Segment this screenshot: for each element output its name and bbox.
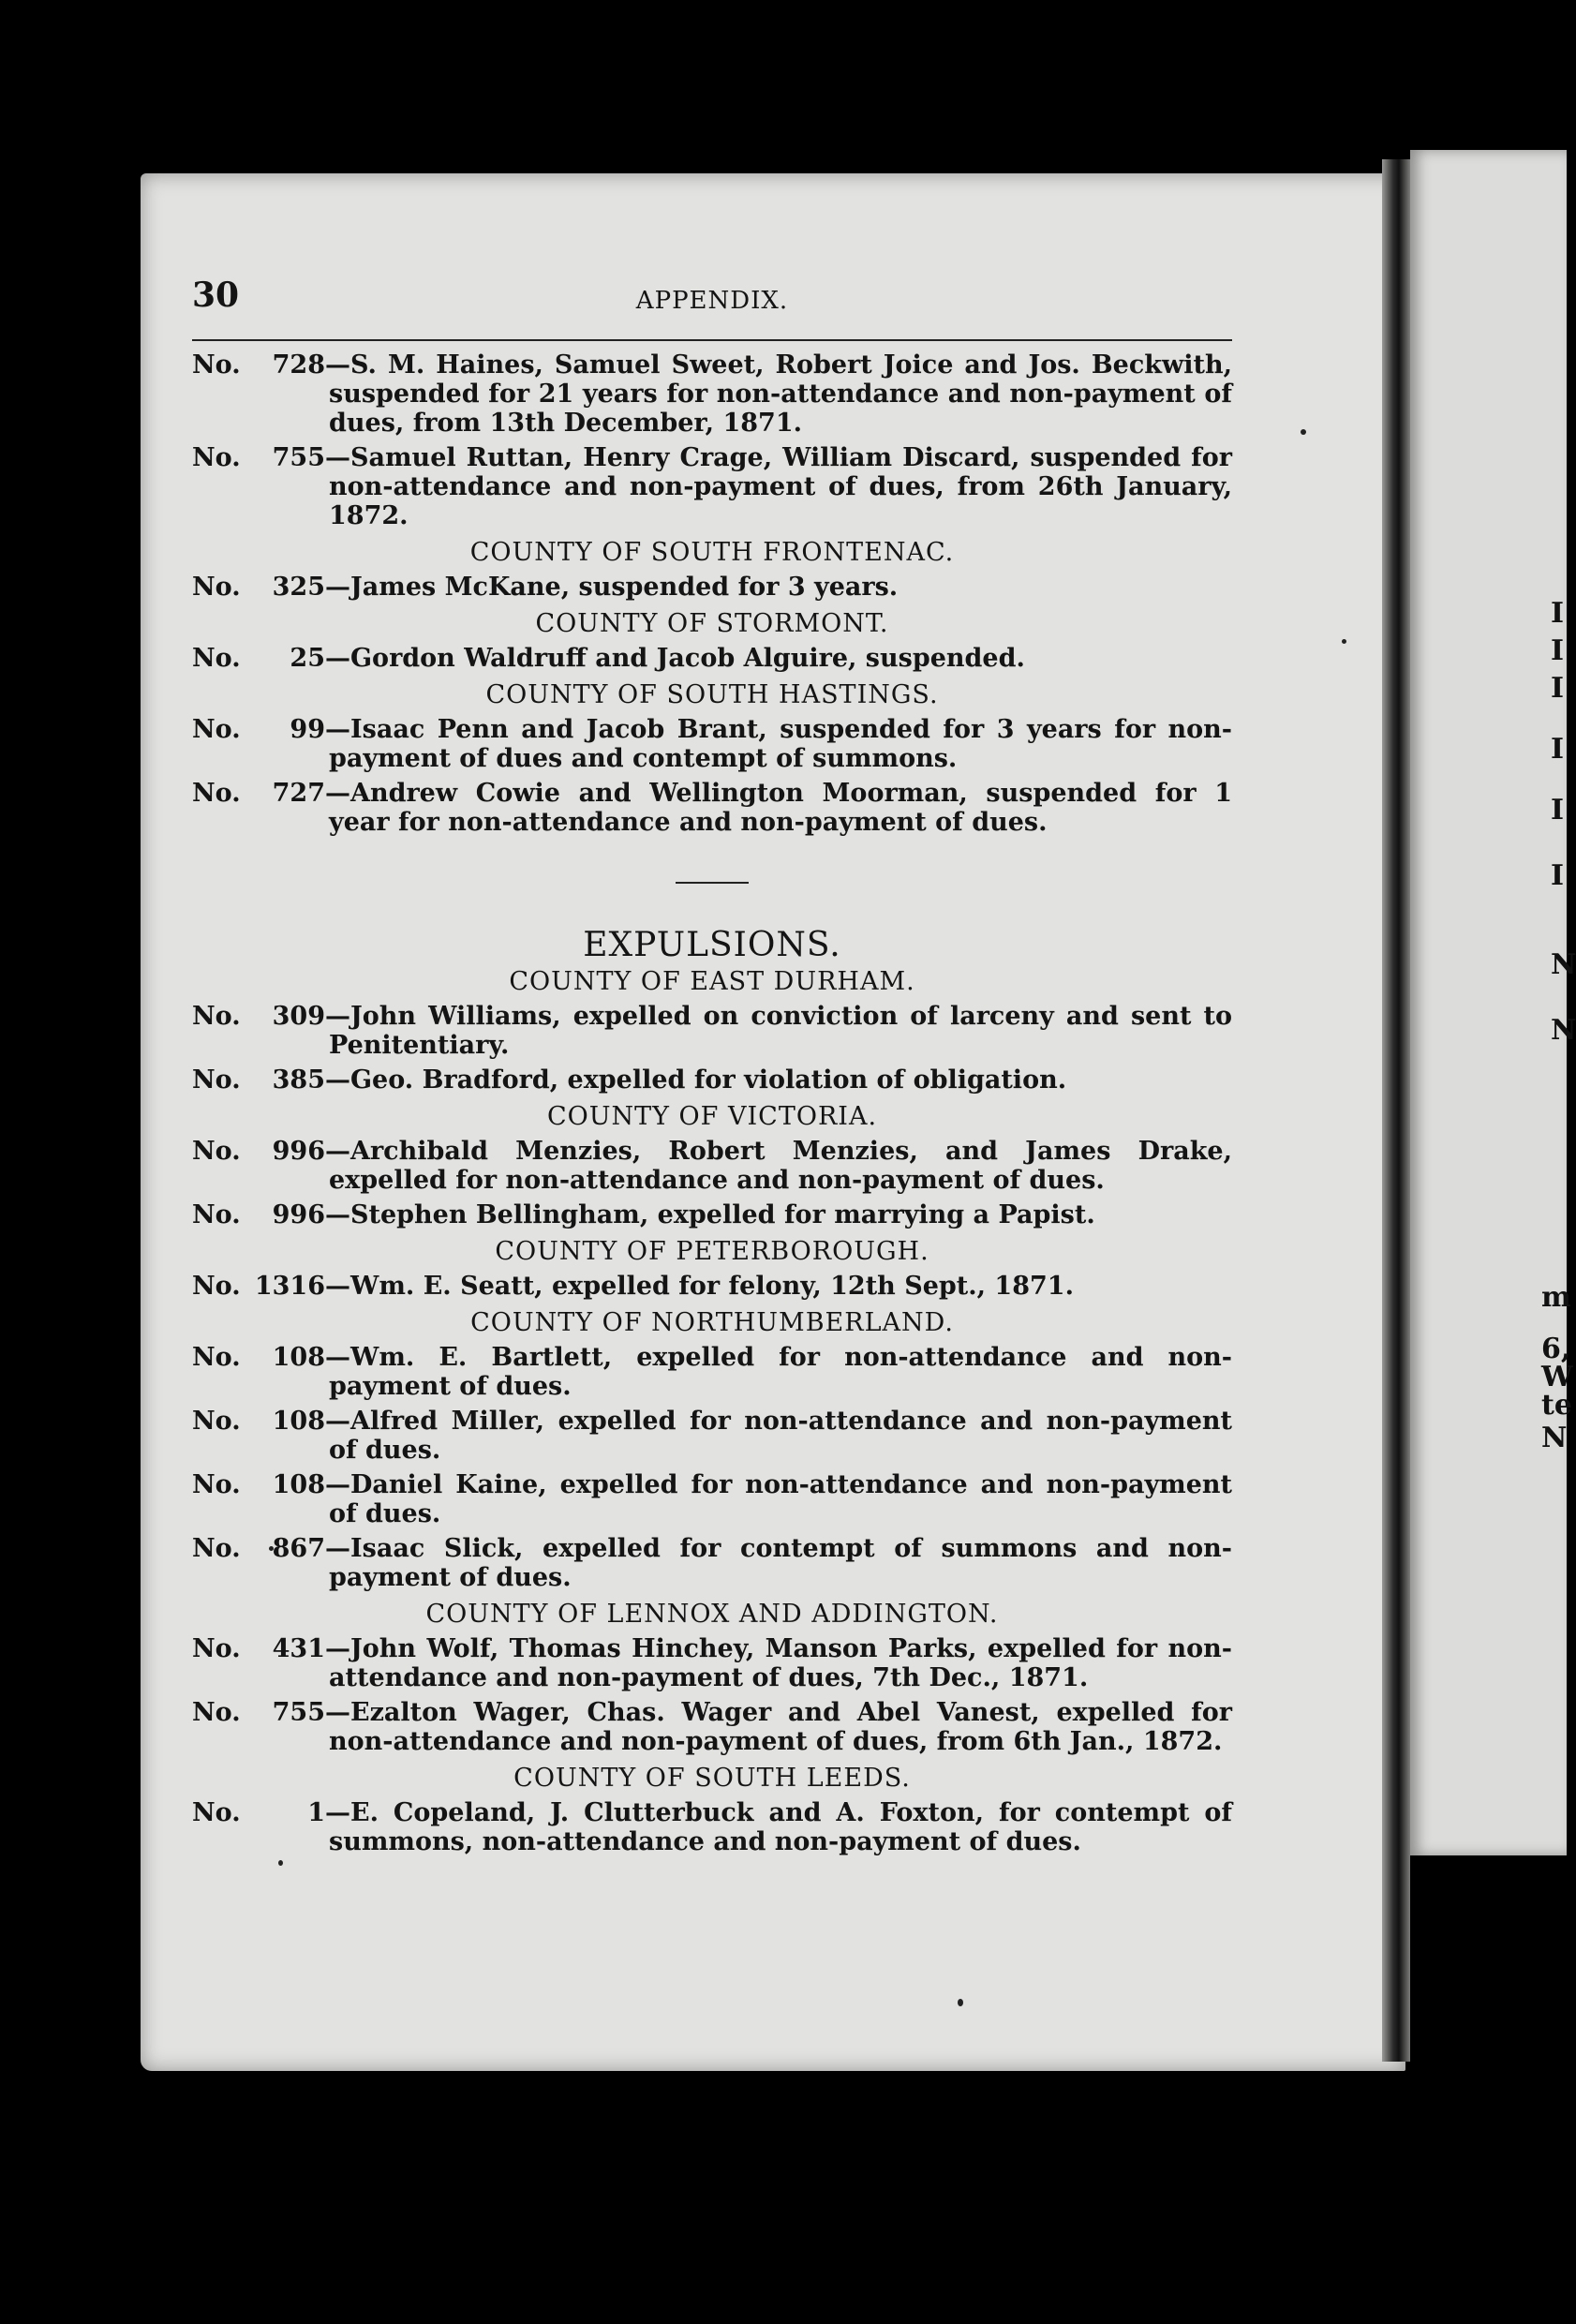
entry-no-label: No. xyxy=(192,1698,241,1727)
entry-no-label: No. xyxy=(192,1002,241,1031)
facing-page-fragment: I xyxy=(1551,859,1565,892)
entry-no-label: No. xyxy=(192,1634,241,1663)
entry-no-label: No. xyxy=(192,715,241,744)
entry-no-label: No. xyxy=(192,779,241,808)
lodge-number: 309 xyxy=(272,1002,325,1031)
county-heading: COUNTY OF SOUTH HASTINGS. xyxy=(485,680,939,709)
entry-text: —Isaac Penn and Jacob Brant, suspended for 3 years for non-payment of dues and contempt of summons. xyxy=(325,715,1232,773)
county-heading: COUNTY OF NORTHUMBERLAND. xyxy=(470,1308,954,1337)
lodge-entry xyxy=(192,443,1232,530)
lodge-entry xyxy=(192,779,1232,837)
lodge-entry xyxy=(192,1634,1232,1692)
lodge-number: 1316 xyxy=(254,1272,325,1301)
entry-text: —Archibald Menzies, Robert Menzies, and James Drake, expelled for non-attendance and non-payment of dues. xyxy=(325,1137,1232,1195)
entry-text: —Stephen Bellingham, expelled for marrying a Papist. xyxy=(325,1200,1095,1229)
facing-page-fragment: m xyxy=(1541,1281,1571,1314)
lodge-number: 1 xyxy=(307,1798,325,1827)
book-gutter xyxy=(1382,159,1410,2062)
county-heading: COUNTY OF SOUTH FRONTENAC. xyxy=(469,538,955,567)
page-content xyxy=(192,276,1232,1856)
suspensions-list xyxy=(192,350,1232,837)
entry-no-label: No. xyxy=(192,1200,241,1229)
facing-page-fragment: 6, xyxy=(1541,1333,1571,1365)
ink-speck xyxy=(1301,429,1306,435)
ink-speck xyxy=(278,1860,283,1866)
entry-no-label: No. xyxy=(192,644,241,673)
lodge-number: 99 xyxy=(290,715,325,744)
lodge-entry xyxy=(192,1698,1232,1756)
lodge-entry xyxy=(192,1470,1232,1528)
entry-no-label: No. xyxy=(192,350,241,380)
entry-text: —E. Copeland, J. Clutterbuck and A. Foxton, for contempt of summons, non-attendance and non-payment of dues. xyxy=(325,1798,1232,1856)
lodge-entry xyxy=(192,573,1232,602)
county-heading: COUNTY OF VICTORIA. xyxy=(546,1102,878,1131)
lodge-entry xyxy=(192,1272,1232,1301)
lodge-number: 25 xyxy=(290,644,325,673)
lodge-number: 867 xyxy=(272,1534,325,1563)
entry-text: —Gordon Waldruff and Jacob Alguire, suspended. xyxy=(325,644,1025,673)
entry-text: —John Williams, expelled on conviction of larceny and sent to Penitentiary. xyxy=(325,1002,1232,1060)
facing-page-fragment: te xyxy=(1541,1389,1572,1422)
facing-page-fragment: N xyxy=(1551,948,1576,981)
ink-speck xyxy=(1342,639,1346,644)
county-heading: COUNTY OF EAST DURHAM. xyxy=(509,967,915,996)
lodge-number: 728 xyxy=(272,350,325,380)
entry-no-label: No. xyxy=(192,1065,241,1095)
entry-no-label: No. xyxy=(192,443,241,472)
lodge-entry xyxy=(192,715,1232,773)
facing-page-fragment: I xyxy=(1551,634,1565,667)
lodge-number: 755 xyxy=(272,1698,325,1727)
entry-no-label: No. xyxy=(192,1343,241,1372)
lodge-number: 325 xyxy=(272,573,325,602)
page-header xyxy=(192,276,1232,341)
lodge-number: 727 xyxy=(272,779,325,808)
running-head: APPENDIX. xyxy=(635,287,789,315)
lodge-number: 108 xyxy=(272,1343,325,1372)
facing-page-fragment: I xyxy=(1551,672,1565,705)
entry-text: —Samuel Ruttan, Henry Crage, William Discard, suspended for non-attendance and non-payment of dues, from 26th January, 1872. xyxy=(325,443,1232,530)
entry-text: —James McKane, suspended for 3 years. xyxy=(325,573,899,602)
entry-text: —Wm. E. Bartlett, expelled for non-attendance and non-payment of dues. xyxy=(325,1343,1232,1401)
facing-page-fragment: I xyxy=(1551,733,1565,766)
lodge-number: 108 xyxy=(272,1470,325,1499)
entry-no-label: No. xyxy=(192,1798,241,1827)
county-heading: COUNTY OF SOUTH LEEDS. xyxy=(513,1764,911,1793)
ink-speck xyxy=(958,1999,963,2006)
facing-page-fragment: W xyxy=(1541,1361,1573,1393)
entry-text: —Alfred Miller, expelled for non-attendance and non-payment of dues. xyxy=(325,1407,1232,1465)
entry-text: —Andrew Cowie and Wellington Moorman, suspended for 1 year for non-attendance and non-payment of dues. xyxy=(325,779,1232,837)
lodge-entry xyxy=(192,1407,1232,1465)
expulsions-list xyxy=(192,967,1232,1856)
county-heading: COUNTY OF STORMONT. xyxy=(535,609,889,638)
lodge-number: 108 xyxy=(272,1407,325,1436)
facing-page-edge xyxy=(1410,150,1576,1855)
lodge-number: 385 xyxy=(272,1065,325,1095)
facing-page-fragment: N xyxy=(1551,1014,1576,1047)
facing-page-fragment: I xyxy=(1551,597,1565,630)
lodge-entry xyxy=(192,1065,1232,1095)
lodge-number: 996 xyxy=(272,1200,325,1229)
lodge-entry xyxy=(192,1534,1232,1592)
lodge-number: 755 xyxy=(272,443,325,472)
entry-text: —Ezalton Wager, Chas. Wager and Abel Vanest, expelled for non-attendance and non-payment of dues, from 6th Jan., 1872. xyxy=(325,1698,1232,1756)
lodge-entry xyxy=(192,1200,1232,1229)
entry-no-label: No. xyxy=(192,1137,241,1166)
page-number: 30 xyxy=(192,276,240,315)
entry-text: —Daniel Kaine, expelled for non-attendance and non-payment of dues. xyxy=(325,1470,1232,1528)
lodge-entry xyxy=(192,1002,1232,1060)
entry-no-label: No. xyxy=(192,1407,241,1436)
entry-no-label: No. xyxy=(192,573,241,602)
lodge-entry xyxy=(192,350,1232,438)
section-divider xyxy=(676,882,749,884)
lodge-entry xyxy=(192,644,1232,673)
entry-text: —Isaac Slick, expelled for contempt of summons and non-payment of dues. xyxy=(325,1534,1232,1592)
entry-text: —S. M. Haines, Samuel Sweet, Robert Joice and Jos. Beckwith, suspended for 21 years for non-attendance and non-payment of dues, from 13th December, 1871. xyxy=(325,350,1232,438)
expulsions-heading: EXPULSIONS. xyxy=(583,926,841,964)
lodge-number: 431 xyxy=(272,1634,325,1663)
facing-page-fragment: N xyxy=(1541,1422,1568,1454)
entry-text: —Geo. Bradford, expelled for violation of obligation. xyxy=(325,1065,1067,1095)
facing-page-fragment: I xyxy=(1551,794,1565,827)
county-heading: COUNTY OF LENNOX AND ADDINGTON. xyxy=(425,1600,999,1629)
entry-no-label: No. xyxy=(192,1272,241,1301)
entry-text: —Wm. E. Seatt, expelled for felony, 12th Sept., 1871. xyxy=(325,1272,1074,1301)
entry-no-label: No. xyxy=(192,1534,241,1563)
entry-text: —John Wolf, Thomas Hinchey, Manson Parks, expelled for non-attendance and non-payment of dues, 7th Dec., 1871. xyxy=(325,1634,1232,1692)
entry-no-label: No. xyxy=(192,1470,241,1499)
lodge-entry xyxy=(192,1343,1232,1401)
lodge-entry xyxy=(192,1137,1232,1195)
county-heading: COUNTY OF PETERBOROUGH. xyxy=(495,1237,929,1266)
lodge-entry xyxy=(192,1798,1232,1856)
lodge-number: 996 xyxy=(272,1137,325,1166)
